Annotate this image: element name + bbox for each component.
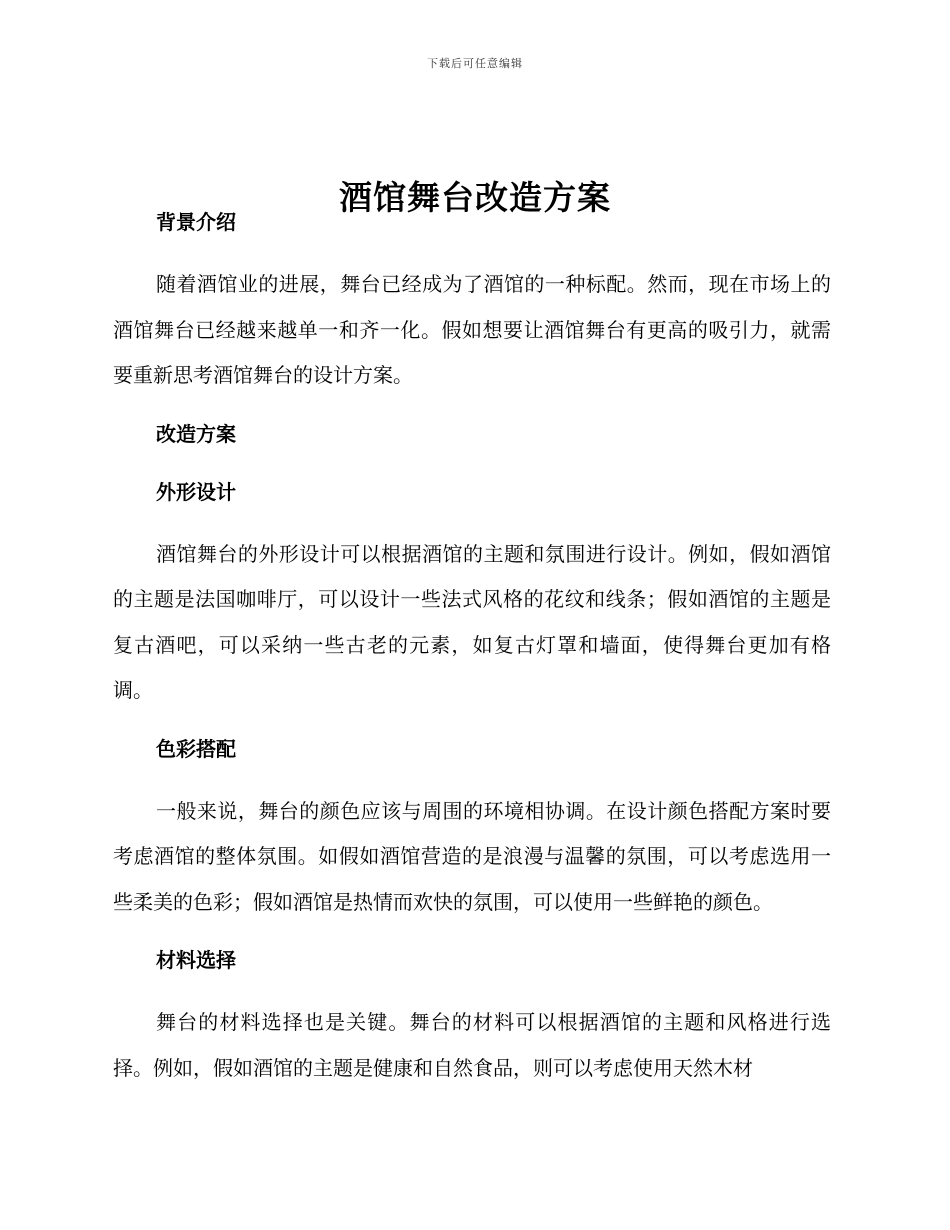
section-heading-background: 背景介绍 [156,210,236,234]
paragraph-color: 一般来说，舞台的颜色应该与周围的环境相协调。在设计颜色搭配方案时要考虑酒馆的整体氛围。如假如酒馆营造的是浪漫与温馨的氛围，可以考虑选用一些柔美的色彩；假如酒馆是热情而欢快的氛围，可以使用一些鲜艳的颜色。 [113,798,831,914]
paragraph-material: 舞台的材料选择也是关键。舞台的材料可以根据酒馆的主题和风格进行选择。例如，假如酒馆的主题是健康和自然食品，则可以考虑使用天然木材 [113,1010,831,1080]
section-heading-material: 材料选择 [156,948,236,972]
section-heading-color: 色彩搭配 [156,736,236,761]
paragraph-background: 随着酒馆业的进展，舞台已经成为了酒馆的一种标配。然而，现在市场上的酒馆舞台已经越来越单一和齐一化。假如想要让酒馆舞台有更高的吸引力，就需要重新思考酒馆舞台的设计方案。 [113,272,831,387]
paragraph-shape: 酒馆舞台的外形设计可以根据酒馆的主题和氛围进行设计。例如，假如酒馆的主题是法国咖啡厅，可以设计一些法式风格的花纹和线条；假如酒馆的主题是复古酒吧，可以采纳一些古老的元素，如复古灯罩和墙面，使得舞台更加有格调。 [113,541,831,702]
document-title: 酒馆舞台改造方案 [339,178,611,218]
document-body [113,204,831,1091]
section-heading-plan: 改造方案 [156,421,236,446]
header-note: 下载后可任意编辑 [427,57,523,70]
section-heading-shape: 外形设计 [156,479,236,504]
